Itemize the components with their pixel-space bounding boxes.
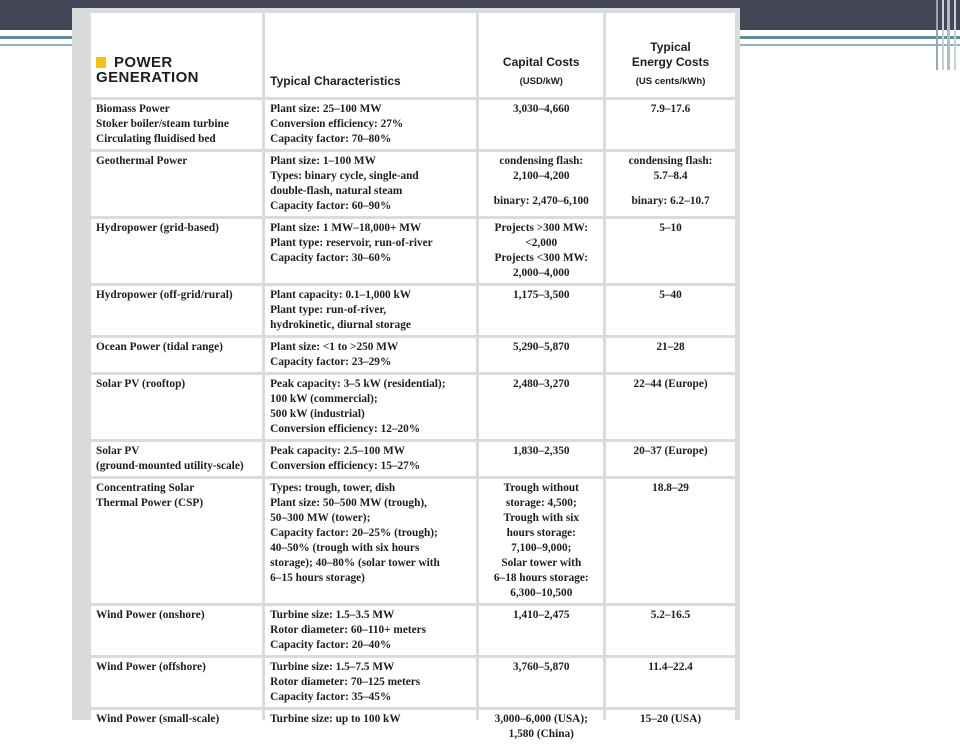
cell-characteristics-line: Plant capacity: 0.1–1,000 kW <box>270 289 412 301</box>
cell-characteristics <box>265 606 476 655</box>
cell-technology-line: Thermal Power (CSP) <box>96 497 204 509</box>
cell-energy-cost <box>606 338 735 372</box>
cell-characteristics <box>265 375 476 439</box>
cell-characteristics-line: Plant type: run-of-river, <box>270 304 387 316</box>
cell-characteristics-line: Capacity factor: 70–80% <box>270 133 392 145</box>
cell-characteristics-line: Plant size: 25–100 MW <box>270 103 382 115</box>
cell-capital-cost <box>479 219 603 283</box>
cell-technology-line: Solar PV <box>96 445 140 457</box>
cell-energy-cost-line: 5–10 <box>659 222 682 234</box>
cell-capital-cost-line: 7,100–9,000; <box>511 542 572 554</box>
cell-technology <box>91 375 262 439</box>
cell-capital-cost-line <box>484 184 598 194</box>
cell-energy-cost <box>606 442 735 476</box>
cell-capital-cost-line: 6,300–10,500 <box>510 587 573 599</box>
cell-technology-line: (ground-mounted utility-scale) <box>96 460 244 472</box>
header-characteristics: Typical Characteristics <box>265 13 476 97</box>
cell-energy-cost-line: 15–20 (USA) <box>639 713 702 725</box>
cell-technology-line: Geothermal Power <box>96 155 188 167</box>
cell-technology-line: Solar PV (rooftop) <box>96 378 186 390</box>
cell-capital-cost <box>479 286 603 335</box>
cell-energy-cost-line: 22–44 (Europe) <box>633 378 708 390</box>
cell-characteristics-line: Capacity factor: 35–45% <box>270 691 392 703</box>
cell-capital-cost <box>479 658 603 707</box>
power-generation-table <box>88 10 738 747</box>
cell-energy-cost <box>606 710 735 744</box>
header-energy-label-2: Energy Costs <box>631 55 710 69</box>
cell-energy-cost <box>606 606 735 655</box>
cell-capital-cost <box>479 710 603 744</box>
cell-capital-cost-line: 3,760–5,870 <box>513 661 570 673</box>
cell-capital-cost <box>479 152 603 216</box>
cell-capital-cost <box>479 442 603 476</box>
cell-energy-cost <box>606 152 735 216</box>
cell-technology-line: Concentrating Solar <box>96 482 195 494</box>
cell-energy-cost <box>606 100 735 149</box>
cell-characteristics <box>265 442 476 476</box>
cell-characteristics-line: Types: trough, tower, dish <box>270 482 396 494</box>
cell-characteristics-line: Peak capacity: 3–5 kW (residential); <box>270 378 446 390</box>
table-row <box>91 219 735 283</box>
cell-capital-cost <box>479 100 603 149</box>
cell-characteristics-line: Rotor diameter: 70–125 meters <box>270 676 421 688</box>
cell-characteristics-line: 100 kW (commercial); <box>270 393 378 405</box>
header-capital-label: Capital Costs <box>502 55 580 69</box>
table-row <box>91 658 735 707</box>
table-header-row <box>91 13 735 97</box>
cell-capital-cost <box>479 606 603 655</box>
header-energy-label-1: Typical <box>650 40 691 54</box>
cell-energy-cost-line: 5.2–16.5 <box>650 609 691 621</box>
table-row <box>91 375 735 439</box>
cell-technology <box>91 710 262 744</box>
cell-capital-cost-line: 6–18 hours storage: <box>493 572 589 584</box>
cell-characteristics-line: Plant size: <1 to >250 MW <box>270 341 399 353</box>
cell-characteristics-line: Peak capacity: 2.5–100 MW <box>270 445 406 457</box>
cell-energy-cost <box>606 658 735 707</box>
cell-energy-cost-line: binary: 6.2–10.7 <box>631 195 710 207</box>
cell-capital-cost-line: binary: 2,470–6,100 <box>493 195 589 207</box>
cell-energy-cost-line: 20–37 (Europe) <box>633 445 708 457</box>
cell-characteristics <box>265 100 476 149</box>
cell-technology <box>91 100 262 149</box>
cell-characteristics-line: Types: binary cycle, single-and <box>270 170 419 182</box>
cell-characteristics-line: Plant size: 1 MW–18,000+ MW <box>270 222 422 234</box>
cell-energy-cost <box>606 479 735 603</box>
cell-characteristics-line: Conversion efficiency: 27% <box>270 118 404 130</box>
cell-characteristics-line: Plant type: reservoir, run-of-river <box>270 237 433 249</box>
cell-capital-cost-line: condensing flash: <box>499 155 584 167</box>
cell-characteristics-line: Plant size: 1–100 MW <box>270 155 376 167</box>
cell-technology-line: Stoker boiler/steam turbine <box>96 118 229 130</box>
cell-characteristics <box>265 479 476 603</box>
table-row <box>91 152 735 216</box>
cell-energy-cost-line: condensing flash: <box>628 155 713 167</box>
cell-characteristics-line: Turbine size: 1.5–3.5 MW <box>270 609 395 621</box>
cell-capital-cost-line: <2,000 <box>525 237 558 249</box>
cell-characteristics-line: 40–50% (trough with six hours <box>270 542 420 554</box>
cell-characteristics <box>265 286 476 335</box>
cell-technology-line: Circulating fluidised bed <box>96 133 216 145</box>
cell-characteristics-line: Capacity factor: 30–60% <box>270 252 392 264</box>
cell-energy-cost <box>606 375 735 439</box>
table-title-text: POWER GENERATION <box>96 54 199 86</box>
cell-technology-line: Wind Power (onshore) <box>96 609 205 621</box>
cell-characteristics-line: 500 kW (industrial) <box>270 408 365 420</box>
table-title <box>91 13 262 97</box>
cell-capital-cost <box>479 375 603 439</box>
cell-energy-cost-line: 5.7–8.4 <box>653 170 688 182</box>
cell-characteristics-line: Conversion efficiency: 12–20% <box>270 423 421 435</box>
cell-capital-cost-line: 1,175–3,500 <box>513 289 570 301</box>
cell-capital-cost-line: 2,100–4,200 <box>513 170 570 182</box>
cell-characteristics-line: 50–300 MW (tower); <box>270 512 371 524</box>
table-row <box>91 338 735 372</box>
cell-capital-cost-line: hours storage: <box>506 527 576 539</box>
table-row <box>91 606 735 655</box>
cell-characteristics-line: Capacity factor: 23–29% <box>270 356 392 368</box>
cell-capital-cost-line: 2,480–3,270 <box>513 378 570 390</box>
header-energy-costs <box>606 13 735 97</box>
cell-technology <box>91 606 262 655</box>
cell-capital-cost-line: Trough with six <box>503 512 580 524</box>
table-row <box>91 442 735 476</box>
cell-characteristics <box>265 338 476 372</box>
slide-corner-decoration <box>930 0 960 70</box>
cell-technology <box>91 479 262 603</box>
cell-capital-cost-line: 1,410–2,475 <box>513 609 570 621</box>
cell-technology <box>91 152 262 216</box>
cell-capital-cost-line: 5,290–5,870 <box>513 341 570 353</box>
cell-capital-cost <box>479 479 603 603</box>
cell-capital-cost-line: Projects >300 MW: <box>494 222 588 234</box>
cell-capital-cost-line: 2,000–4,000 <box>513 267 570 279</box>
cell-technology-line: Wind Power (offshore) <box>96 661 206 673</box>
table-row <box>91 286 735 335</box>
table-body <box>91 100 735 744</box>
table-row <box>91 100 735 149</box>
cell-energy-cost-line: 11.4–22.4 <box>648 661 693 673</box>
header-energy-unit: (US cents/kWh) <box>635 76 706 87</box>
cell-characteristics <box>265 658 476 707</box>
cell-characteristics-line: Plant size: 50–500 MW (trough), <box>270 497 427 509</box>
cell-characteristics-line: Conversion efficiency: 15–27% <box>270 460 421 472</box>
cell-energy-cost-line: 7.9–17.6 <box>650 103 691 115</box>
cell-energy-cost-line: 18.8–29 <box>652 482 689 494</box>
cell-technology <box>91 286 262 335</box>
cell-characteristics <box>265 710 476 744</box>
cell-energy-cost-line: 21–28 <box>656 341 685 353</box>
cell-characteristics-line: Capacity factor: 60–90% <box>270 200 392 212</box>
cell-capital-cost-line: 1,580 (China) <box>508 728 574 740</box>
cell-characteristics-line: double-flash, natural steam <box>270 185 403 197</box>
cell-characteristics-line: Capacity factor: 20–25% (trough); <box>270 527 438 539</box>
cell-technology-line: Ocean Power (tidal range) <box>96 341 223 353</box>
cell-capital-cost-line: Trough without <box>503 482 579 494</box>
yellow-square-icon <box>96 57 106 68</box>
cell-capital-cost-line: 3,030–4,660 <box>513 103 570 115</box>
cell-characteristics <box>265 152 476 216</box>
cell-technology <box>91 658 262 707</box>
cell-characteristics-line: hydrokinetic, diurnal storage <box>270 319 411 331</box>
cell-energy-cost <box>606 286 735 335</box>
cell-energy-cost <box>606 219 735 283</box>
cell-energy-cost-line <box>611 184 730 194</box>
cell-characteristics-line: 6–15 hours storage) <box>270 572 365 584</box>
cell-capital-cost <box>479 338 603 372</box>
cell-capital-cost-line: 3,000–6,000 (USA); <box>494 713 588 725</box>
table-row <box>91 479 735 603</box>
cell-technology-line: Hydropower (grid-based) <box>96 222 219 234</box>
cell-technology <box>91 219 262 283</box>
cell-capital-cost-line: 1,830–2,350 <box>513 445 570 457</box>
header-capital-costs <box>479 13 603 97</box>
cell-technology <box>91 442 262 476</box>
cell-technology-line: Wind Power (small-scale) <box>96 713 220 725</box>
cell-technology <box>91 338 262 372</box>
header-capital-unit: (USD/kW) <box>519 76 563 87</box>
cell-capital-cost-line: storage: 4,500; <box>505 497 577 509</box>
cell-technology-line: Biomass Power <box>96 103 170 115</box>
cell-capital-cost-line: Solar tower with <box>501 557 582 569</box>
cell-characteristics-line: Turbine size: 1.5–7.5 MW <box>270 661 395 673</box>
cell-characteristics-line: Turbine size: up to 100 kW <box>270 713 401 725</box>
cell-technology-line: Hydropower (off-grid/rural) <box>96 289 233 301</box>
cell-characteristics <box>265 219 476 283</box>
cell-characteristics-line: Rotor diameter: 60–110+ meters <box>270 624 427 636</box>
cell-capital-cost-line: Projects <300 MW: <box>494 252 588 264</box>
cell-characteristics-line: Capacity factor: 20–40% <box>270 639 392 651</box>
cell-energy-cost-line: 5–40 <box>659 289 682 301</box>
table-row <box>91 710 735 744</box>
cell-characteristics-line: storage); 40–80% (solar tower with <box>270 557 440 569</box>
